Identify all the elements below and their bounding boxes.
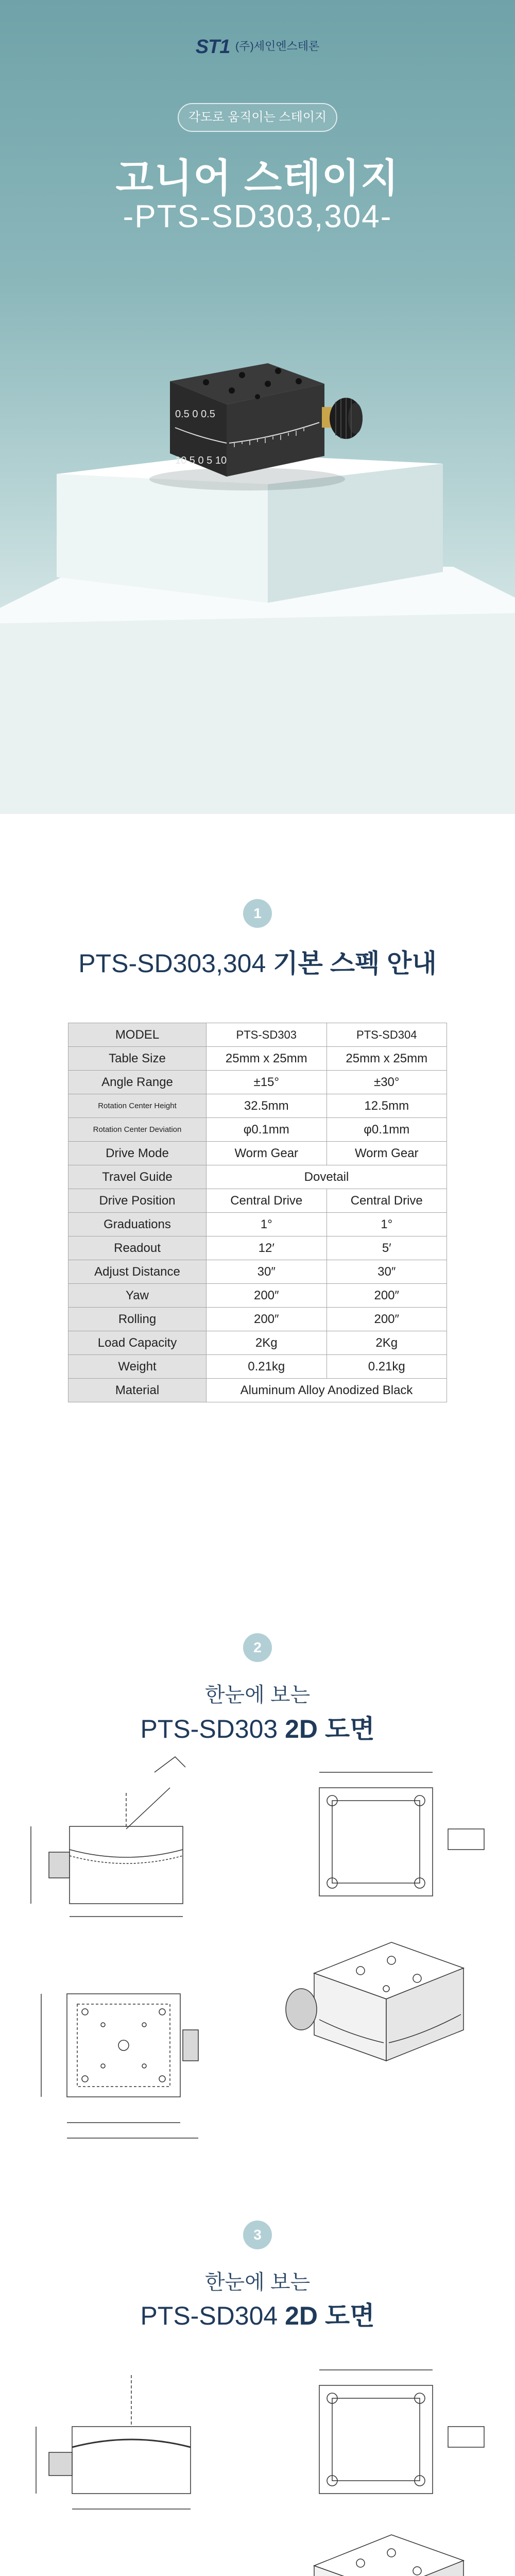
spec-value: 0.21kg	[207, 1355, 327, 1379]
spec-value: 200″	[207, 1308, 327, 1331]
stage-bottom-scale: 10 5 0 5 10	[175, 455, 227, 466]
drawing-303-subtitle: 한눈에 보는	[204, 1684, 311, 1706]
spec-value: ±15°	[207, 1071, 327, 1094]
spec-value: 0.21kg	[327, 1355, 447, 1379]
brand-company-name: (주)세인엔스테론	[235, 40, 320, 53]
drawing-303-title-model: PTS-SD303	[140, 1715, 278, 1743]
spec-value: ±30°	[327, 1071, 447, 1094]
spec-value: Aluminum Alloy Anodized Black	[207, 1379, 447, 1402]
spec-label: Load Capacity	[68, 1331, 207, 1355]
stage-top-scale: 0.5 0 0.5	[175, 409, 215, 420]
spec-label: Readout	[68, 1236, 207, 1260]
drawing-303-title-suffix: 2D 도면	[285, 1715, 375, 1743]
spec-value: 12′	[207, 1236, 327, 1260]
drawing-304-section	[0, 2205, 515, 2576]
drawing-304-title-model: PTS-SD304	[140, 2301, 278, 2330]
spec-value: 25mm x 25mm	[207, 1047, 327, 1071]
spec-row	[68, 1379, 447, 1402]
spec-row	[68, 1260, 447, 1284]
spec-value: 25mm x 25mm	[327, 1047, 447, 1071]
spec-row	[68, 1165, 447, 1189]
spec-label: Weight	[68, 1355, 207, 1379]
spec-row	[68, 1331, 447, 1355]
section-number-badge: 2	[243, 1633, 272, 1662]
section-number-badge: 1	[243, 899, 272, 928]
spec-label: Material	[68, 1379, 207, 1402]
hero-model: -PTS-SD303,304-	[123, 199, 392, 234]
drawing-304-diagram	[0, 2205, 515, 2576]
spec-label: Travel Guide	[68, 1165, 207, 1189]
spec-value: Worm Gear	[327, 1142, 447, 1165]
drawing-303-section	[0, 1602, 515, 2205]
spec-value: 12.5mm	[327, 1094, 447, 1118]
spec-value: PTS-SD303	[207, 1023, 327, 1047]
spec-value: 1°	[207, 1213, 327, 1236]
spec-section	[0, 814, 515, 1602]
spec-row	[68, 1355, 447, 1379]
spec-value: Central Drive	[207, 1189, 327, 1213]
spec-label: Drive Mode	[68, 1142, 207, 1165]
spec-title-model: PTS-SD303,304	[78, 949, 266, 978]
spec-row	[68, 1071, 447, 1094]
spec-value: 30″	[327, 1260, 447, 1284]
spec-row	[68, 1236, 447, 1260]
spec-value: 200″	[327, 1284, 447, 1308]
spec-label: Table Size	[68, 1047, 207, 1071]
spec-label: Rotation Center Deviation	[68, 1118, 207, 1142]
spec-value: φ0.1mm	[207, 1118, 327, 1142]
spec-value: 30″	[207, 1260, 327, 1284]
spec-label: Drive Position	[68, 1189, 207, 1213]
section-number-badge: 3	[243, 2221, 272, 2249]
spec-row	[68, 1142, 447, 1165]
spec-value: 2Kg	[207, 1331, 327, 1355]
brand-logo: ST1	[195, 36, 230, 58]
spec-label: Graduations	[68, 1213, 207, 1236]
spec-value: φ0.1mm	[327, 1118, 447, 1142]
spec-value: 5′	[327, 1236, 447, 1260]
spec-value: Dovetail	[207, 1165, 447, 1189]
hero-tagline: 각도로 움직이는 스테이지	[178, 103, 337, 132]
spec-value: 2Kg	[327, 1331, 447, 1355]
spec-value: 200″	[327, 1308, 447, 1331]
spec-value: 200″	[207, 1284, 327, 1308]
spec-value: 1°	[327, 1213, 447, 1236]
hero-banner	[0, 0, 515, 814]
spec-value: Central Drive	[327, 1189, 447, 1213]
spec-row	[68, 1308, 447, 1331]
spec-row	[68, 1189, 447, 1213]
hero-title: 고니어 스테이지	[115, 157, 400, 200]
drawing-304-title-suffix: 2D 도면	[285, 2301, 375, 2330]
spec-row	[68, 1213, 447, 1236]
drawing-304-subtitle: 한눈에 보는	[204, 2271, 311, 2294]
spec-row	[68, 1047, 447, 1071]
spec-header-row	[68, 1023, 447, 1047]
spec-label: Rolling	[68, 1308, 207, 1331]
brand-header	[0, 36, 515, 58]
spec-row	[68, 1118, 447, 1142]
spec-value: PTS-SD304	[327, 1023, 447, 1047]
drawing-303-diagram	[0, 1602, 515, 2205]
spec-row	[68, 1094, 447, 1118]
spec-label: Yaw	[68, 1284, 207, 1308]
spec-row	[68, 1284, 447, 1308]
spec-label: Angle Range	[68, 1071, 207, 1094]
spec-label: Adjust Distance	[68, 1260, 207, 1284]
spec-section-title	[0, 943, 515, 980]
spec-table	[68, 1023, 447, 1402]
spec-label: Rotation Center Height	[68, 1094, 207, 1118]
spec-label: MODEL	[68, 1023, 207, 1047]
spec-title-suffix: 기본 스펙 안내	[273, 949, 437, 978]
spec-value: 32.5mm	[207, 1094, 327, 1118]
spec-value: Worm Gear	[207, 1142, 327, 1165]
